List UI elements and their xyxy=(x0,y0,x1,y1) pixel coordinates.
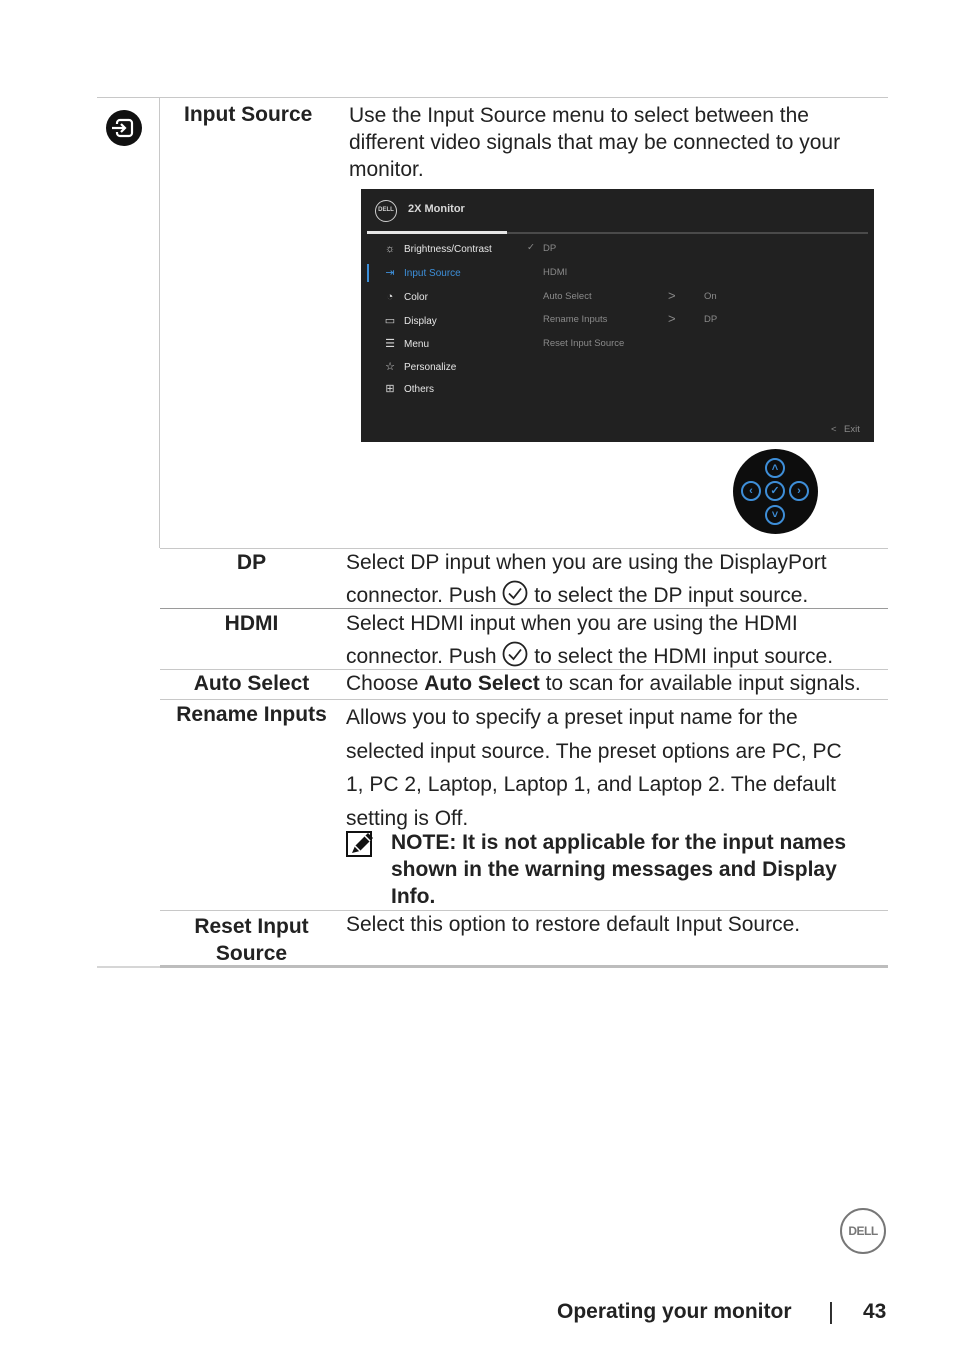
rename-inputs-label: Rename Inputs xyxy=(176,703,327,726)
text: input when you are using the HDMI xyxy=(463,612,798,635)
auto-select-label: Auto Select xyxy=(193,672,310,695)
text: to scan for available input signals. xyxy=(539,672,861,695)
osd-menu-label: Menu xyxy=(404,338,430,350)
chevron-right-icon: › xyxy=(789,481,809,501)
section-description xyxy=(349,102,869,183)
page-number: 43 xyxy=(863,1300,887,1323)
osd-menu-label: Color xyxy=(404,291,428,303)
note-line: shown in the warning messages and Display xyxy=(391,858,837,881)
menu-icon: ☰ xyxy=(385,338,395,350)
osd-menu-display[interactable] xyxy=(383,313,437,329)
osd-sub-dp[interactable]: DP xyxy=(543,243,557,254)
joystick-icon xyxy=(733,449,818,534)
column-divider xyxy=(159,97,160,548)
text: to select the HDMI input source. xyxy=(528,645,834,668)
input-source-icon: ⇥ xyxy=(385,267,395,279)
osd-menu-others[interactable] xyxy=(383,381,434,397)
hdmi-description-line1 xyxy=(346,610,886,637)
chevron-right-icon: > xyxy=(668,288,676,303)
text: Choose xyxy=(346,672,425,695)
note-line: NOTE: It is not applicable for the input names xyxy=(391,831,847,854)
note-line: Info. xyxy=(391,885,436,908)
check-circle-icon xyxy=(502,641,528,667)
auto-select-description xyxy=(346,670,886,697)
osd-sub-auto-select[interactable]: Auto Select xyxy=(543,291,592,302)
desc-text: Use the xyxy=(349,104,428,127)
input-source-icon xyxy=(105,109,143,147)
reset-input-source-description: Select this option to restore default Input Source. xyxy=(346,913,801,936)
text-line: 1, PC 2, Laptop, Laptop 1, and Laptop 2. The default xyxy=(346,773,836,796)
text: Select xyxy=(346,612,411,635)
osd-menu-color[interactable] xyxy=(383,289,428,305)
rename-inputs-description xyxy=(346,701,886,835)
desc-text: menu to select between the different video signals that may be connected to your monitor. xyxy=(349,104,841,181)
text: connector. Push xyxy=(346,645,503,668)
osd-selection-marker xyxy=(367,264,369,282)
osd-sub-reset-input-source[interactable]: Reset Input Source xyxy=(543,338,625,349)
osd-menu-brightness[interactable] xyxy=(383,241,492,257)
text-line: selected input source. The preset options are PC, PC xyxy=(346,739,842,763)
label-line: Source xyxy=(215,942,288,965)
chevron-down-icon: ˅ xyxy=(765,505,785,525)
check-circle-icon xyxy=(502,580,528,606)
osd-menu-label: Others xyxy=(404,383,435,395)
osd-menu-input-source[interactable] xyxy=(383,265,461,281)
others-icon: ⊞ xyxy=(385,383,395,395)
reset-input-source-label xyxy=(160,913,343,967)
dell-logo: DELL xyxy=(375,200,397,222)
text: connector. Push xyxy=(346,584,503,607)
top-rule xyxy=(97,97,888,98)
dp-description-line2 xyxy=(346,580,886,609)
chevron-right-icon: > xyxy=(668,311,676,326)
row-rule xyxy=(160,699,888,700)
label-line: Reset Input xyxy=(194,915,309,938)
display-icon: ▭ xyxy=(384,315,396,327)
text: Select xyxy=(346,551,411,574)
text: to select the DP input source. xyxy=(528,584,809,607)
osd-title: 2X Monitor xyxy=(408,203,465,215)
text-emphasis: DP xyxy=(410,551,439,574)
dell-logo: DELL xyxy=(840,1208,886,1254)
star-icon: ☆ xyxy=(385,361,395,373)
check-icon: ✓ xyxy=(527,242,535,253)
osd-header-bar-highlight xyxy=(367,231,507,234)
palette-icon: ◔ xyxy=(386,291,394,303)
osd-menu-personalize[interactable] xyxy=(383,359,456,375)
footer-separator: | xyxy=(828,1298,834,1324)
osd-menu-label: Input Source xyxy=(404,267,461,279)
osd-rename-inputs-value: DP xyxy=(704,314,718,325)
osd-auto-select-value: On xyxy=(704,291,717,302)
osd-menu-label: Display xyxy=(404,315,437,327)
text-line: setting is Off. xyxy=(346,806,469,830)
text-emphasis: HDMI xyxy=(410,612,464,635)
section-title: Input Source xyxy=(184,103,313,126)
chevron-left-icon: < xyxy=(831,424,837,435)
brightness-icon: ☼ xyxy=(384,243,396,255)
text-emphasis: Auto Select xyxy=(424,672,540,695)
chevron-left-icon: ‹ xyxy=(741,481,761,501)
osd-menu-menu[interactable] xyxy=(383,336,429,352)
note-pencil-icon xyxy=(346,831,376,859)
osd-sub-rename-inputs[interactable]: Rename Inputs xyxy=(543,314,608,325)
chevron-up-icon: ˄ xyxy=(765,458,785,478)
desc-emphasis: Input Source xyxy=(427,104,547,127)
note-text xyxy=(391,829,886,910)
text-line: Allows you to specify a preset input name for the xyxy=(346,706,798,729)
osd-menu-screenshot xyxy=(361,189,874,442)
osd-exit[interactable]: Exit xyxy=(844,424,860,435)
bottom-rule-left xyxy=(97,966,160,968)
osd-menu-label: Brightness/Contrast xyxy=(404,243,492,255)
hdmi-label: HDMI xyxy=(224,612,279,635)
dp-description-line1 xyxy=(346,549,886,576)
hdmi-description-line2 xyxy=(346,641,886,670)
dp-label: DP xyxy=(236,551,267,574)
bottom-rule xyxy=(160,965,888,968)
row-rule xyxy=(160,608,888,609)
check-icon: ✓ xyxy=(765,481,785,501)
footer-chapter: Operating your monitor xyxy=(557,1300,792,1323)
osd-sub-hdmi[interactable]: HDMI xyxy=(543,267,568,278)
osd-menu-label: Personalize xyxy=(404,361,457,373)
text: input when you are using the DisplayPort xyxy=(439,551,827,574)
